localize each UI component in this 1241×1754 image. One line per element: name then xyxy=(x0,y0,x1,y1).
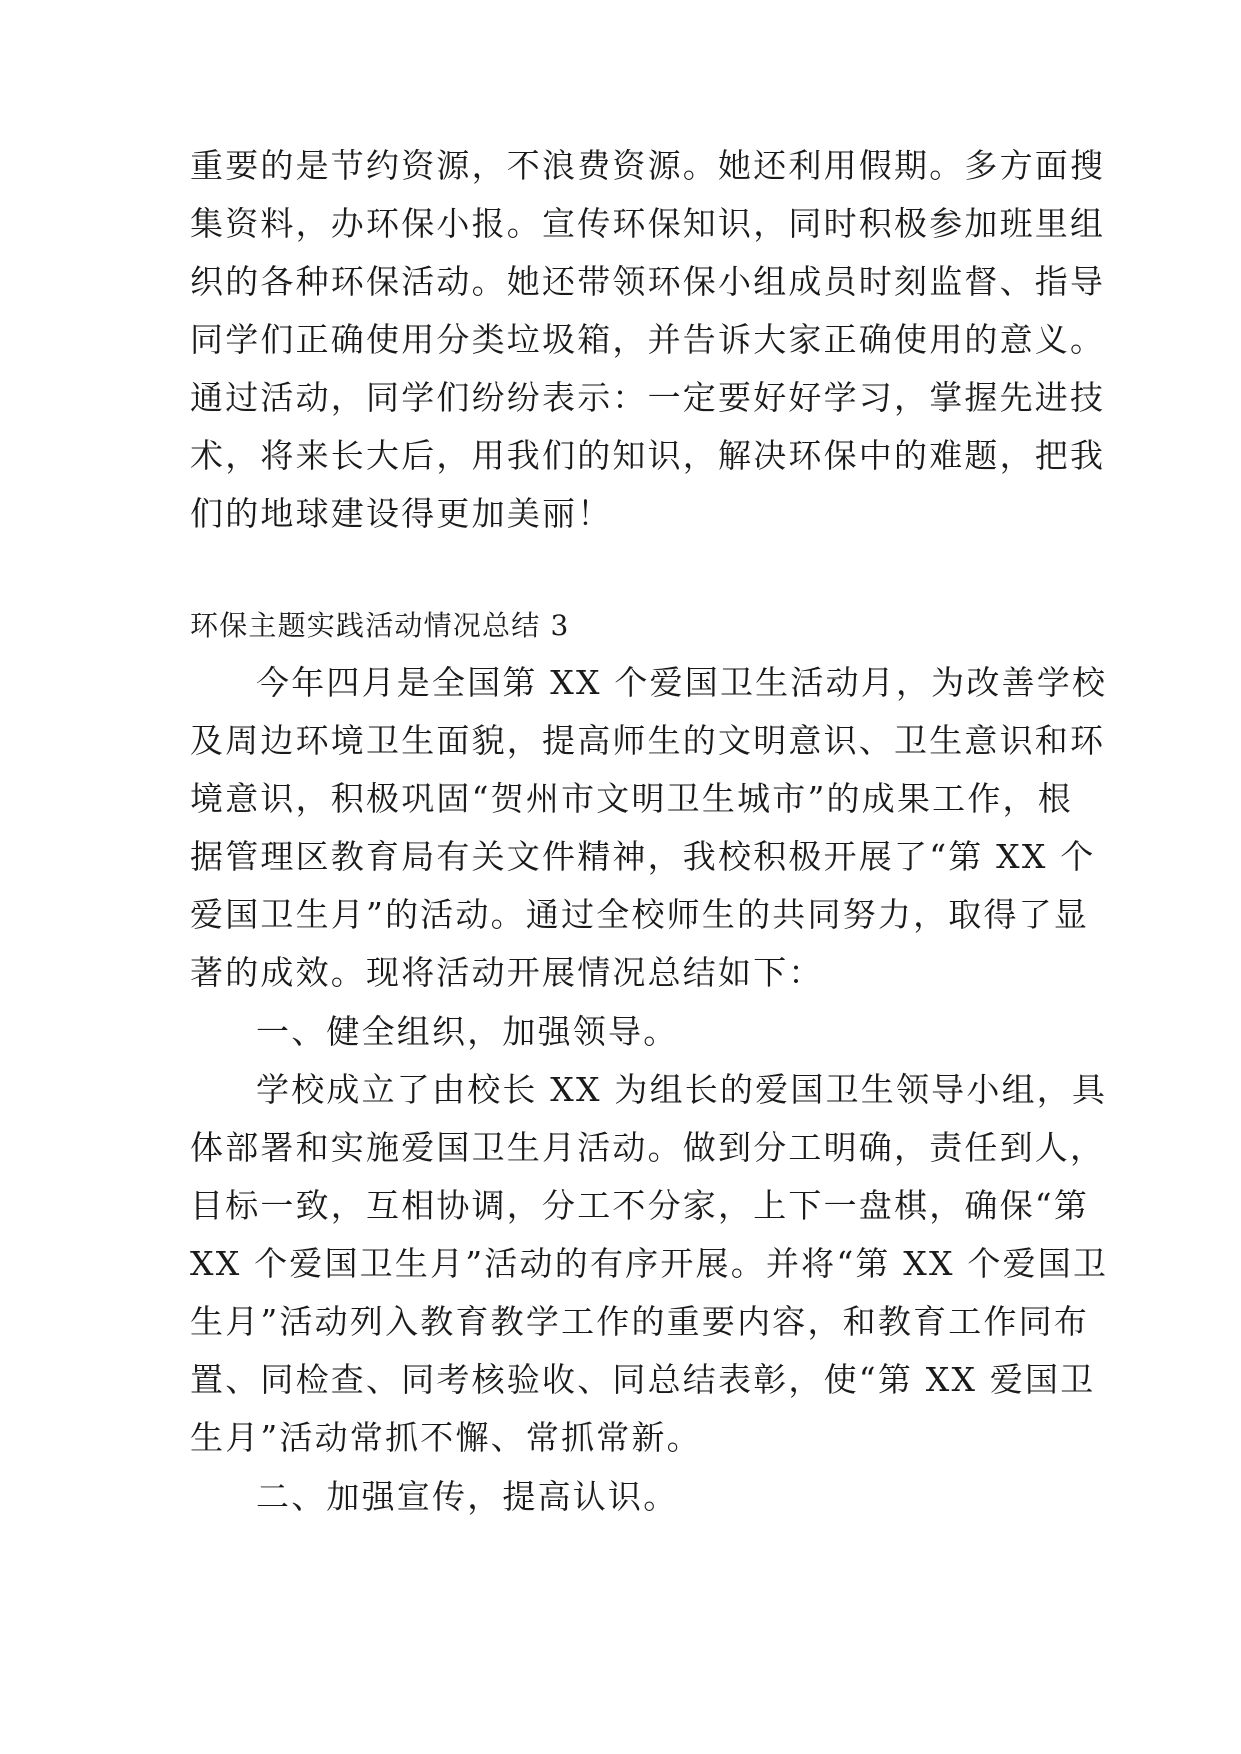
heading-one xyxy=(190,1003,1070,1061)
paragraph-line: 生月”活动常抓不懈、常抓常新。 xyxy=(190,1418,702,1457)
paragraph-line: 织的各种环保活动。她还带领环保小组成员时刻监督、指导 xyxy=(190,262,1106,301)
paragraph-line: 及周边环境卫生面貌，提高师生的文明意识、卫生意识和环 xyxy=(190,721,1106,760)
continuation-paragraph xyxy=(190,137,1106,543)
paragraph-line: 学校成立了由校长 XX 为组长的爱国卫生领导小组，具 xyxy=(256,1070,1108,1109)
paragraph-line: 据管理区教育局有关文件精神，我校积极开展了“第 XX 个 xyxy=(190,837,1096,876)
paragraph-line: 术，将来长大后，用我们的知识，解决环保中的难题，把我 xyxy=(190,436,1106,475)
paragraph-line: 们的地球建设得更加美丽！ xyxy=(190,494,613,533)
paragraph-line: 体部署和实施爱国卫生月活动。做到分工明确，责任到人， xyxy=(190,1128,1106,1167)
paragraph-line: 境意识，积极巩固“贺州市文明卫生城市”的成果工作，根 xyxy=(190,779,1073,818)
paragraph-line: 目标一致，互相协调，分工不分家，上下一盘棋，确保“第 xyxy=(190,1186,1090,1225)
paragraph-line: 重要的是节约资源，不浪费资源。她还利用假期。多方面搜 xyxy=(190,146,1106,185)
heading-two xyxy=(190,1468,1070,1526)
paragraph-line: XX 个爱国卫生月”活动的有序开展。并将“第 XX 个爱国卫 xyxy=(190,1244,1109,1283)
organization-paragraph xyxy=(190,1061,1109,1467)
heading-text: 一、健全组织，加强领导。 xyxy=(256,1012,679,1051)
paragraph-line: 生月”活动列入教育教学工作的重要内容，和教育工作同布 xyxy=(190,1302,1090,1341)
paragraph-line: 置、同检查、同考核验收、同总结表彰，使“第 XX 爱国卫 xyxy=(190,1360,1096,1399)
paragraph-line: 同学们正确使用分类垃圾箱，并告诉大家正确使用的意义。 xyxy=(190,320,1106,359)
paragraph-line: 爱国卫生月”的活动。通过全校师生的共同努力，取得了显 xyxy=(190,895,1090,934)
paragraph-line: 通过活动，同学们纷纷表示：一定要好好学习，掌握先进技 xyxy=(190,378,1106,417)
paragraph-line: 著的成效。现将活动开展情况总结如下： xyxy=(190,953,824,992)
intro-paragraph xyxy=(190,654,1108,1002)
heading-text: 二、加强宣传，提高认识。 xyxy=(256,1477,679,1516)
paragraph-line: 今年四月是全国第 XX 个爱国卫生活动月，为改善学校 xyxy=(256,663,1108,702)
paragraph-line: 集资料，办环保小报。宣传环保知识，同时积极参加班里组 xyxy=(190,204,1106,243)
section-title: 环保主题实践活动情况总结 3 xyxy=(190,609,570,642)
